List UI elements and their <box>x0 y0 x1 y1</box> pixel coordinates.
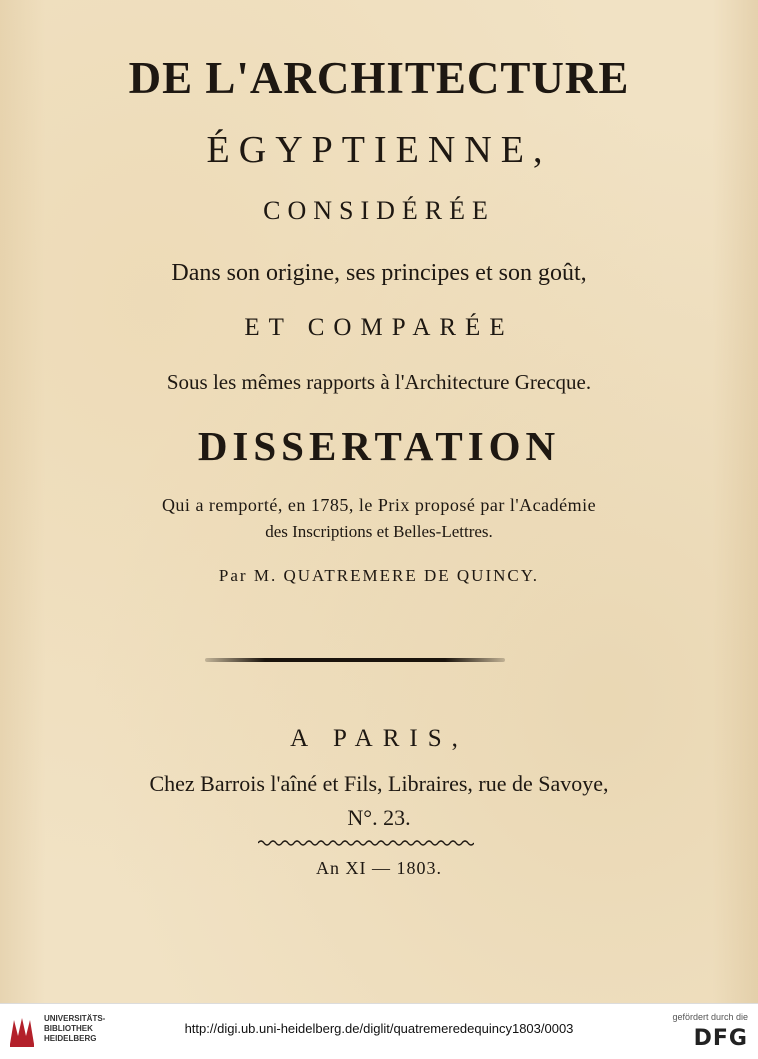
permalink-url[interactable]: http://digi.ub.uni-heidelberg.de/diglit/quatremeredequincy1803/0003 <box>184 1021 574 1036</box>
viewer-footer <box>0 1003 758 1059</box>
decorative-rule <box>205 658 505 662</box>
number-line: N°. 23. <box>347 805 411 830</box>
author-line: Par M. QUATREMERE DE QUINCY. <box>218 566 540 585</box>
dissertation-heading: DISSERTATION <box>197 423 561 469</box>
publisher-line: Chez Barrois l'aîné et Fils, Libraires, rue de Savoye, <box>149 771 609 796</box>
library-name-line-1: UNIVERSITÄTS- <box>44 1014 106 1023</box>
considered-line: CONSIDÉRÉE <box>263 196 495 225</box>
wavy-divider <box>258 838 474 848</box>
date-line: An XI — 1803. <box>316 858 442 878</box>
funded-by-label: gefördert durch die <box>672 1012 748 1022</box>
reports-line: Sous les mêmes rapports à l'Architecture Grecque. <box>166 370 592 394</box>
library-name-line-2: BIBLIOTHEK <box>44 1024 93 1033</box>
prize-line-2: des Inscriptions et Belles-Lettres. <box>265 522 493 541</box>
origin-line: Dans son origine, ses principes et son goût, <box>171 260 587 286</box>
title-line-2: ÉGYPTIENNE, <box>206 129 552 171</box>
library-name-line-3: HEIDELBERG <box>44 1034 97 1043</box>
prize-line-1: Qui a remporté, en 1785, le Prix proposé par l'Académie <box>161 495 597 515</box>
dfg-logo: DFG <box>693 1026 748 1051</box>
compared-line: ET COMPARÉE <box>244 314 514 341</box>
title-line-1: DE L'ARCHITECTURE <box>128 53 630 103</box>
place-line: A PARIS, <box>290 725 468 752</box>
